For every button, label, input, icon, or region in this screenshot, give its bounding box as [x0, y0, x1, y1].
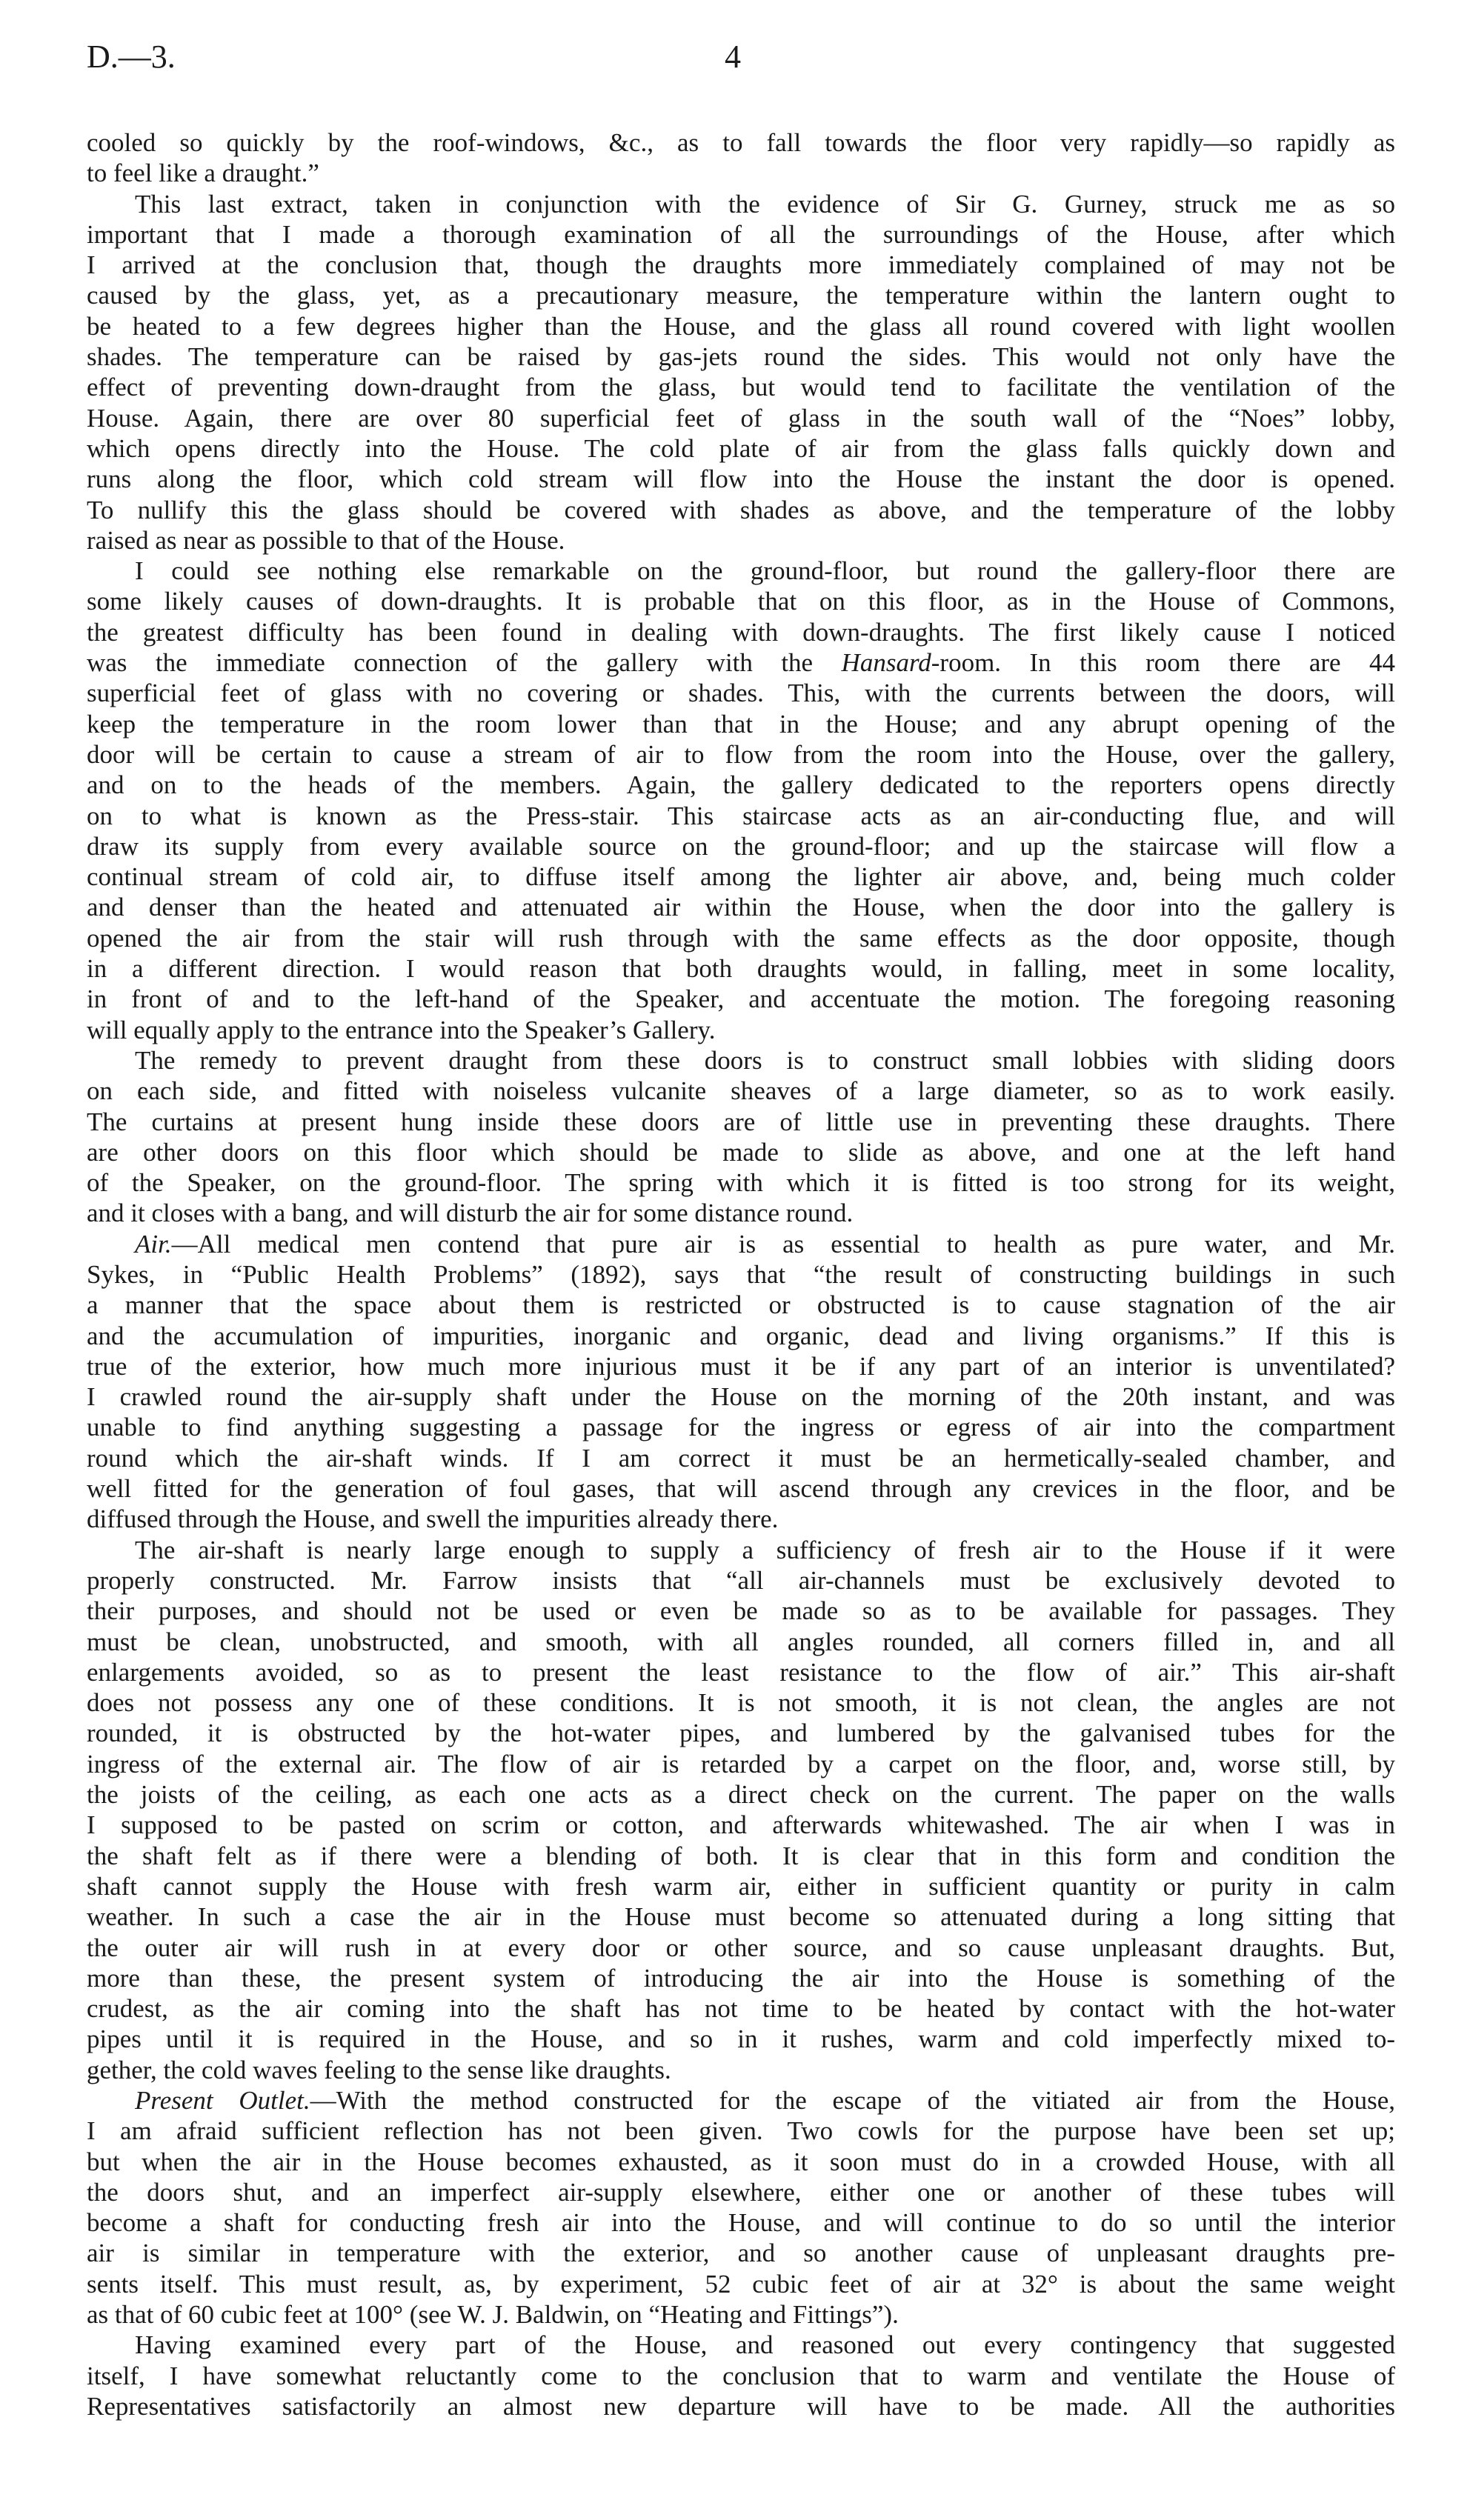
text-line [87, 1596, 1395, 1626]
text-line [87, 1412, 1395, 1442]
text-line [87, 953, 1395, 984]
text-span: important that I made a thorough examination of all the surroundings of the House, after which [87, 219, 1395, 249]
paragraph [87, 1045, 1395, 1229]
text-span: I am afraid sufficient reflection has not been given. Two cowls for the purpose have been set up; [87, 2116, 1395, 2146]
text-line [87, 1351, 1395, 1381]
text-line [87, 1076, 1395, 1106]
text-span: the doors shut, and an imperfect air-supply elsewhere, either one or another of these tubes will [87, 2177, 1395, 2207]
text-line [87, 2177, 1395, 2207]
text-span: some likely causes of down-draughts. It is probable that on this floor, as in the House of Commons, [87, 587, 1395, 616]
text-line [87, 2147, 1395, 2177]
text-span: well fitted for the generation of foul gases, that will ascend through any crevices in the floor, and be [87, 1474, 1395, 1504]
text-span: -room. In this room there are 44 [931, 648, 1395, 678]
text-line [87, 617, 1395, 647]
text-span: round which the air-shaft winds. If I am correct it must be an hermetically-sealed chamber, and [87, 1443, 1395, 1473]
page-number: 4 [725, 39, 741, 75]
text-span: and the accumulation of impurities, inorganic and organic, dead and living organisms.” If this is [87, 1321, 1395, 1350]
paragraph [87, 2330, 1395, 2421]
text-line [87, 1963, 1395, 1993]
text-span: enlargements avoided, so as to present the least resistance to the flow of air.” This air-shaft [87, 1657, 1395, 1687]
paragraph [87, 2085, 1395, 2330]
text-span: Sykes, in “Public Health Problems” (1892), says that “the result of constructing buildings in such [87, 1259, 1395, 1289]
text-span: shaft cannot supply the House with fresh warm air, either in sufficient quantity or purity in calm [87, 1871, 1395, 1901]
text-line [87, 219, 1395, 250]
text-line [87, 433, 1395, 464]
text-span: draw its supply from every available source on the ground-floor; and up the staircase will flow a [87, 831, 1395, 861]
text-span: opened the air from the stair will rush through with the same effects as the door opposite, though [87, 923, 1395, 953]
text-line [87, 1687, 1395, 1718]
text-line [87, 2207, 1395, 2238]
text-line [87, 1657, 1395, 1687]
paragraph [87, 127, 1395, 189]
text-span: the greatest difficulty has been found in dealing with down-draughts. The first likely cause I noticed [87, 617, 1395, 647]
text-span: and denser than the heated and attenuated air within the House, when the door into the gallery is [87, 893, 1395, 922]
paragraph [87, 189, 1395, 556]
text-span: This last extract, taken in conjunction with the evidence of Sir G. Gurney, struck me as so [135, 189, 1395, 219]
text-span: the joists of the ceiling, as each one acts as a direct check on the current. The paper on the walls [87, 1780, 1395, 1810]
text-span: air is similar in temperature with the exterior, and so another cause of unpleasant draughts pre- [87, 2239, 1395, 2268]
text-line [87, 464, 1395, 494]
text-span: The remedy to prevent draught from these doors is to construct small lobbies with sliding doors [135, 1045, 1395, 1075]
text-span: Having examined every part of the House, and reasoned out every contingency that suggested [135, 2330, 1395, 2360]
text-span: runs along the floor, which cold stream will flow into the House the instant the door is opened. [87, 464, 1395, 494]
text-line [87, 495, 1395, 525]
text-span: be heated to a few degrees higher than the House, and the glass all round covered with light woollen [87, 311, 1395, 341]
text-line [87, 1259, 1395, 1290]
text-span: in front of and to the left-hand of the Speaker, and accentuate the motion. The foregoing reasoning [87, 984, 1395, 1014]
text-span: I arrived at the conclusion that, though the draughts more immediately complained of may not be [87, 250, 1395, 280]
text-span: unable to find anything suggesting a passage for the ingress or egress of air into the compartment [87, 1413, 1395, 1442]
text-line [87, 678, 1395, 708]
text-span: ingress of the external air. The flow of air is retarded by a carpet on the floor, and, worse still, by [87, 1749, 1395, 1779]
text-span: weather. In such a case the air in the House must become so attenuated during a long sitting that [87, 1902, 1395, 1932]
text-line [87, 1779, 1395, 1810]
text-span: more than these, the present system of introducing the air into the House is something of the [87, 1963, 1395, 1993]
text-span: keep the temperature in the room lower than that in the House; and any abrupt opening of the [87, 709, 1395, 739]
text-span: their purposes, and should not be used or even be made so as to be available for passages. They [87, 1596, 1395, 1626]
italic-text: Hansard [841, 648, 931, 678]
text-span: itself, I have somewhat reluctantly come to the conclusion that to warm and ventilate the House of [87, 2361, 1395, 2390]
text-line [87, 1871, 1395, 1901]
text-line [87, 1137, 1395, 1167]
text-line [87, 372, 1395, 402]
text-span: does not possess any one of these conditions. It is not smooth, it is not clean, the angles are not [87, 1688, 1395, 1718]
text-line [87, 923, 1395, 953]
text-span: door will be certain to cause a stream of air to flow from the room into the House, over the gallery, [87, 739, 1395, 769]
text-line [87, 1015, 1395, 1045]
italic-text: Air. [135, 1229, 172, 1259]
text-line [87, 861, 1395, 892]
text-span: superficial feet of glass with no covering or shades. This, with the currents between the doors, will [87, 679, 1395, 708]
text-span: crudest, as the air coming into the shaft has not time to be heated by contact with the hot-water [87, 1994, 1395, 2024]
text-line [87, 1045, 1395, 1076]
text-line [87, 770, 1395, 800]
text-span: must be clean, unobstructed, and smooth, with all angles rounded, all corners filled in, and all [87, 1627, 1395, 1656]
document-code: D.—3. [87, 39, 176, 75]
text-line [87, 586, 1395, 616]
text-span: on each side, and fitted with noiseless vulcanite sheaves of a large diameter, so as to work easily. [87, 1076, 1395, 1106]
text-line [87, 1321, 1395, 1351]
paragraph [87, 1535, 1395, 2085]
text-line [87, 2055, 1395, 2085]
text-span: I could see nothing else remarkable on the ground-floor, but round the gallery-floor there are [135, 556, 1395, 586]
text-line [87, 158, 1395, 188]
text-line [87, 2116, 1395, 2146]
text-span: shades. The temperature can be raised by gas-jets round the sides. This would not only have the [87, 342, 1395, 372]
text-span: effect of preventing down-draught from the glass, but would tend to facilitate the ventilation of the [87, 373, 1395, 402]
text-line [87, 1993, 1395, 2024]
text-line [87, 709, 1395, 739]
text-line [87, 1810, 1395, 1840]
text-line [87, 1504, 1395, 1534]
text-line [87, 127, 1395, 158]
text-span: in a different direction. I would reason that both draughts would, in falling, meet in some locality, [87, 954, 1395, 984]
text-line [87, 2238, 1395, 2268]
text-span: sents itself. This must result, as, by experiment, 52 cubic feet of air at 32° is about the same weight [87, 2269, 1395, 2299]
text-span: House. Again, there are over 80 superficial feet of glass in the south wall of the “Noes” lobby, [87, 403, 1395, 433]
text-line [87, 1473, 1395, 1504]
text-span: To nullify this the glass should be covered with shades as above, and the temperature of the lobby [87, 495, 1395, 524]
text-line [87, 1167, 1395, 1198]
text-line [87, 341, 1395, 372]
text-span: to feel like a draught.” [87, 159, 319, 188]
text-span: on to what is known as the Press-stair. This staircase acts as an air-conducting flue, and will [87, 801, 1395, 830]
text-span: the shaft felt as if there were a blending of both. It is clear that in this form and condition the [87, 1841, 1395, 1870]
text-span: Representatives satisfactorily an almost new departure will have to be made. All the authorities [87, 2391, 1395, 2421]
text-line [87, 1198, 1395, 1228]
text-line [87, 1901, 1395, 1932]
text-span: was the immediate connection of the gallery with the [87, 648, 842, 678]
text-span: true of the exterior, how much more injurious must it be if any part of an interior is unventilated? [87, 1351, 1395, 1381]
text-span: raised as near as possible to that of the House. [87, 525, 565, 555]
text-span: and on to the heads of the members. Again, the gallery dedicated to the reporters opens directly [87, 770, 1395, 800]
text-line [87, 1290, 1395, 1320]
text-line [87, 1107, 1395, 1137]
text-line [87, 2299, 1395, 2330]
text-line [87, 1535, 1395, 1565]
text-span: as that of 60 cubic feet at 100° (see W. J. Baldwin, on “Heating and Fittings”). [87, 2300, 899, 2330]
text-line [87, 280, 1395, 310]
text-line [87, 250, 1395, 280]
text-span: The air-shaft is nearly large enough to supply a sufficiency of fresh air to the House if it were [135, 1535, 1395, 1564]
text-line [87, 801, 1395, 831]
text-line [87, 1565, 1395, 1596]
text-span: The curtains at present hung inside these doors are of little use in preventing these draughts. There [87, 1107, 1395, 1136]
text-line [87, 831, 1395, 861]
text-span: which opens directly into the House. The cold plate of air from the glass falls quickly down and [87, 433, 1395, 463]
text-line [87, 2330, 1395, 2360]
text-span: rounded, it is obstructed by the hot-water pipes, and lumbered by the galvanised tubes for the [87, 1719, 1395, 1748]
text-line [87, 739, 1395, 770]
text-span: properly constructed. Mr. Farrow insists that “all air-channels must be exclusively devoted to [87, 1565, 1395, 1595]
document-body [87, 127, 1395, 2421]
text-span: —All medical men contend that pure air is as essential to health as pure water, and Mr. [171, 1229, 1395, 1259]
text-line [87, 1718, 1395, 1748]
text-span: and it closes with a bang, and will disturb the air for some distance round. [87, 1199, 854, 1228]
text-span: pipes until it is required in the House, and so in it rushes, warm and cold imperfectly mixed to- [87, 2024, 1395, 2054]
text-line [87, 1627, 1395, 1657]
text-line [87, 311, 1395, 341]
text-line [87, 1841, 1395, 1871]
text-line [87, 892, 1395, 922]
text-line [87, 525, 1395, 556]
text-line [87, 2269, 1395, 2299]
text-span: cooled so quickly by the roof-windows, &c., as to fall towards the floor very rapidly—so rapidly as [87, 128, 1395, 157]
text-line [87, 2361, 1395, 2391]
text-line [87, 647, 1395, 678]
text-line [87, 984, 1395, 1014]
text-line [87, 2085, 1395, 2116]
paragraph [87, 556, 1395, 1045]
text-span: a manner that the space about them is restricted or obstructed is to cause stagnation of the air [87, 1290, 1395, 1320]
text-span: diffused through the House, and swell the impurities already there. [87, 1504, 779, 1534]
text-span: caused by the glass, yet, as a precautionary measure, the temperature within the lantern ought to [87, 281, 1395, 310]
text-line [87, 2024, 1395, 2054]
text-span: —With the method constructed for the escape of the vitiated air from the House, [310, 2086, 1396, 2115]
text-span: become a shaft for conducting fresh air into the House, and will continue to do so until the interior [87, 2208, 1395, 2238]
text-span: are other doors on this floor which should be made to slide as above, and one at the left hand [87, 1137, 1395, 1167]
paragraph [87, 1229, 1395, 1535]
text-line [87, 189, 1395, 219]
text-span: I crawled round the air-supply shaft under the House on the morning of the 20th instant, and was [87, 1382, 1395, 1412]
text-line [87, 1443, 1395, 1473]
text-span: continual stream of cold air, to diffuse itself among the lighter air above, and, being much colder [87, 862, 1395, 892]
text-line [87, 1749, 1395, 1779]
text-span: I supposed to be pasted on scrim or cotton, and afterwards whitewashed. The air when I was in [87, 1810, 1395, 1840]
text-line [87, 1933, 1395, 1963]
text-line [87, 1381, 1395, 1412]
text-span: will equally apply to the entrance into the Speaker’s Gallery. [87, 1015, 716, 1044]
text-line [87, 403, 1395, 433]
text-line [87, 1229, 1395, 1259]
text-span: of the Speaker, on the ground-floor. The spring with which it is fitted is too strong for its weight, [87, 1168, 1395, 1198]
text-span: the outer air will rush in at every door or other source, and so cause unpleasant draughts. But, [87, 1933, 1395, 1962]
text-span: but when the air in the House becomes exhausted, as it soon must do in a crowded House, with all [87, 2147, 1395, 2176]
italic-text: Present Outlet. [135, 2086, 310, 2115]
text-line [87, 556, 1395, 586]
text-line [87, 2391, 1395, 2421]
text-span: gether, the cold waves feeling to the sense like draughts. [87, 2055, 671, 2084]
